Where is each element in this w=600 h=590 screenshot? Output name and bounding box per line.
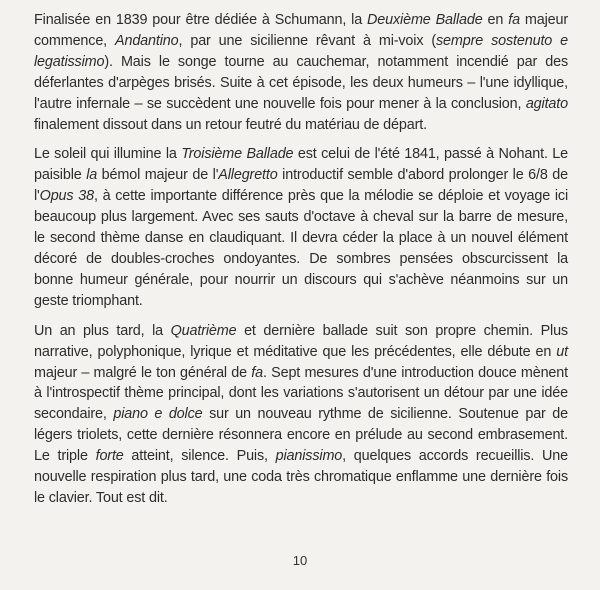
text-run: bémol majeur de l' (97, 167, 219, 184)
text-run: , quelques accords recueillis. Une nouvelle respiration plus tard, une coda très chromatique enflamme une dernière fois le clavier. Tout est dit. (34, 448, 568, 506)
paragraph-troisieme-ballade (34, 144, 568, 311)
paragraph-quatrieme-ballade (34, 321, 568, 509)
text-run: introductif semble d'abord prolonger le 6/8 de l' (34, 167, 568, 205)
italic-text: fa (251, 364, 263, 381)
italic-text: sempre sostenuto e legatissimo (34, 32, 568, 70)
text-run: , par une sicilienne rêvant à mi-voix ( (178, 32, 437, 49)
body-text (34, 10, 568, 518)
text-run: et dernière ballade suit son propre chemin. Plus narrative, polyphonique, lyrique et méditative que les précédentes, elle débute en (34, 322, 568, 360)
italic-text: forte (95, 448, 124, 465)
italic-text: la (86, 167, 98, 184)
text-run: majeur commence, (34, 12, 568, 49)
text-run: sur un nouveau rythme de sicilienne. Soutenue par de légers triolets, cette dernière résonnera encore en prélude au second embrasement. Le triple (34, 406, 568, 465)
paragraph-deuxieme-ballade (34, 10, 568, 135)
italic-text: Troisième Ballade (181, 146, 294, 163)
italic-text: pianissimo (275, 448, 343, 465)
italic-text: Deuxième Ballade (367, 12, 483, 28)
text-run: Un an plus tard, la (34, 322, 171, 339)
text-run: . Sept mesures d'une introduction douce mènent à l'introspectif thème principal, dont les variations s'autorisent un détour par une idée secondaire, (34, 364, 568, 423)
text-run: est celui de l'été 1841, passé à Nohant. Le paisible (34, 146, 568, 184)
italic-text: Andantino (115, 32, 179, 49)
text-run: ). Mais le songe tourne au cauchemar, notamment incendié par des déferlantes d'arpèges brisés. Suite à cet épisode, les deux humeurs – l'une idyllique, l'autre infernale – se succèdent une nouvelle fois pour mener à la conclusion, (34, 53, 568, 112)
text-run: majeur – malgré le ton général de (34, 364, 252, 381)
italic-text: Quatrième (170, 322, 237, 339)
italic-text: fa (508, 12, 520, 28)
italic-text: Allegretto (218, 167, 278, 184)
italic-text: agitato (525, 95, 568, 112)
italic-text: piano e dolce (113, 406, 203, 423)
text-run: Le soleil qui illumine la (34, 146, 182, 163)
text-run: atteint, silence. Puis, (123, 448, 276, 465)
text-run: en (482, 12, 509, 28)
text-run: finalement dissout dans un retour feutré du matériau de départ. (34, 116, 427, 133)
italic-text: ut (556, 343, 568, 360)
text-run: , à cette importante différence près que la mélodie se déploie et voyage ici beaucoup plus largement. Avec ses sauts d'octave à cheval sur la barre de mesure, le second thème danse en claudiquant. Il devra céder la place à un nouvel élément décoré de doubles-croches ondoyantes. De sombres pensées obscurcissent la bonne humeur générale, pour nourrir un discours qui s'achève néanmoins sur un geste triomphant. (34, 188, 568, 309)
italic-text: Opus 38 (39, 188, 94, 205)
text-run: Finalisée en 1839 pour être dédiée à Schumann, la (34, 12, 368, 28)
page-number: 10 (292, 553, 308, 568)
